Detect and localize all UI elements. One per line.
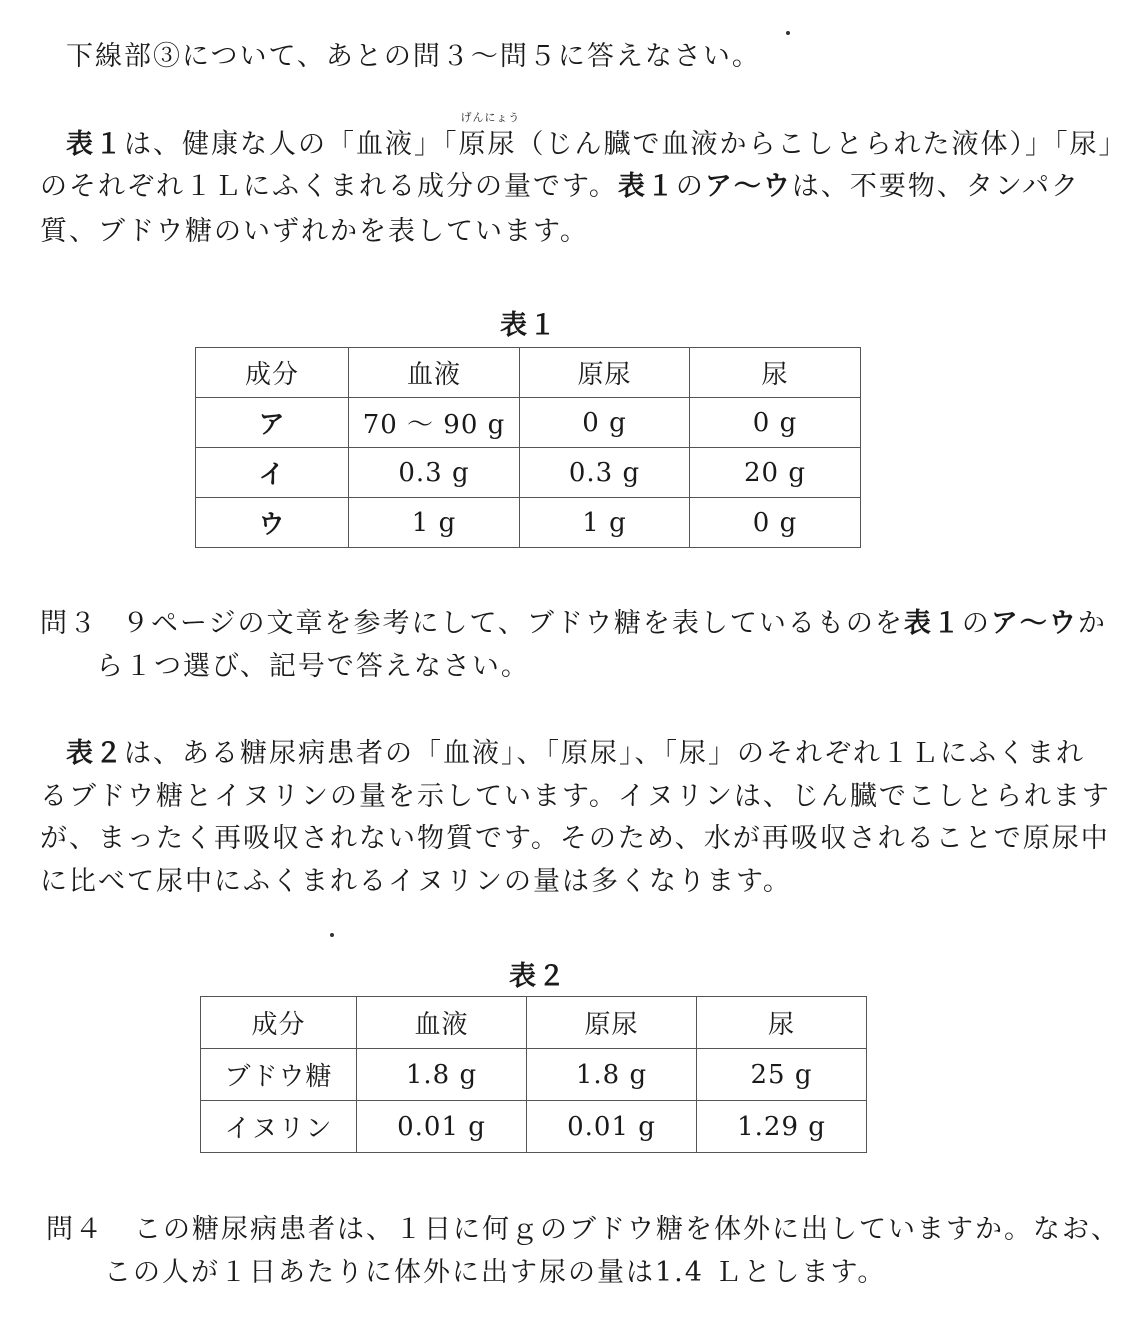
row-label: ブドウ糖 — [201, 1049, 357, 1101]
table-cell: 0.3 g — [520, 448, 690, 498]
para1-line1 — [66, 111, 1128, 160]
table-row — [196, 398, 861, 448]
header-cell: 原尿 — [527, 997, 697, 1049]
table2-reference: 表２ — [66, 738, 124, 769]
para2-line1 — [66, 740, 1085, 767]
table2-caption: 表２ — [509, 961, 567, 992]
scan-speck — [330, 933, 334, 937]
para1-text: は、健康な人の「血液」「 — [124, 129, 459, 160]
para1-line2 — [40, 173, 1080, 200]
table1 — [195, 347, 861, 548]
para2-text: るブドウ糖とイヌリンの量を示しています。イヌリンは、じん臓でこしとられます — [40, 781, 1111, 812]
para1-text: 質、ブドウ糖のいずれかを表しています。 — [40, 216, 589, 247]
row-label: イヌリン — [201, 1101, 357, 1153]
q4-line2 — [104, 1259, 886, 1286]
para2-text: に比べて尿中にふくまれるイヌリンの量は多くなります。 — [40, 866, 792, 897]
table-cell: 0 g — [520, 398, 690, 448]
table-cell: 25 g — [697, 1049, 867, 1101]
q3-line1 — [40, 610, 1107, 637]
header-cell: 尿 — [690, 348, 861, 398]
options-reference: ア～ウ — [990, 608, 1078, 639]
para1-line3 — [40, 218, 589, 245]
header-cell: 血液 — [349, 348, 520, 398]
para2-text: が、まったく再吸収されない物質です。そのため、水が再吸収されることで原尿中 — [40, 823, 1110, 854]
header-cell: 成分 — [201, 997, 357, 1049]
header-cell: 成分 — [196, 348, 349, 398]
table2 — [200, 996, 867, 1153]
q3-line2 — [96, 653, 530, 680]
q4-text: この人が１日あたりに体外に出す尿の量は1.4 Ｌとします。 — [104, 1257, 887, 1288]
intro-text: 下線部③について、あとの問３～問５に答えなさい。 — [66, 41, 761, 72]
header-cell: 尿 — [697, 997, 867, 1049]
table-cell: 1.8 g — [357, 1049, 527, 1101]
table1-reference: 表１ — [66, 129, 124, 160]
table-cell: 0.3 g — [349, 448, 520, 498]
table1-reference: 表１ — [617, 171, 676, 202]
para2-line4 — [40, 868, 792, 895]
table-row — [196, 498, 861, 548]
row-label: ア — [196, 398, 349, 448]
table-cell: 1.8 g — [527, 1049, 697, 1101]
table1-reference: 表１ — [903, 608, 962, 639]
header-cell: 原尿 — [520, 348, 690, 398]
para2-line2 — [40, 783, 1111, 810]
table-row — [196, 448, 861, 498]
q4-text: この糖尿病患者は、１日に何ｇのブドウ糖を体外に出していますか。なお、 — [134, 1214, 1120, 1245]
table-cell: 0 g — [690, 498, 861, 548]
q4-line1 — [46, 1216, 1120, 1243]
para1-text: （じん臓で血液からこしとられた液体）」「尿」 — [516, 129, 1128, 160]
table1-caption: 表１ — [500, 310, 558, 341]
header-cell: 血液 — [357, 997, 527, 1049]
table-cell: 1 g — [520, 498, 690, 548]
row-label: イ — [196, 448, 349, 498]
ruby-genyou — [458, 111, 521, 160]
options-reference: ア～ウ — [704, 171, 792, 202]
para1-text: の — [675, 171, 705, 202]
table-cell: 0.01 g — [357, 1101, 527, 1153]
table-row — [201, 1101, 867, 1153]
table1-header-row — [196, 348, 861, 398]
q3-text: か — [1077, 608, 1107, 639]
scan-speck — [786, 31, 790, 35]
q3-text: ９ページの文章を参考にして、ブドウ糖を表しているものを — [122, 608, 904, 639]
table-cell: 70 ～ 90 g — [349, 398, 520, 448]
row-label: ウ — [196, 498, 349, 548]
ruby-reading: げんにょう — [460, 111, 521, 124]
para1-text: は、不要物、タンパク — [791, 171, 1080, 202]
table2-header-row — [201, 997, 867, 1049]
q3-text: の — [961, 608, 991, 639]
para1-text: のそれぞれ１Ｌにふくまれる成分の量です。 — [40, 171, 618, 202]
ruby-base: 原尿 — [458, 129, 517, 160]
table-row — [201, 1049, 867, 1101]
table-cell: 1 g — [349, 498, 520, 548]
table-cell: 0 g — [690, 398, 861, 448]
table-cell: 20 g — [690, 448, 861, 498]
q3-text: ら１つ選び、記号で答えなさい。 — [96, 651, 530, 682]
question-label: 問４ — [46, 1214, 104, 1245]
question-label: 問３ — [40, 608, 98, 639]
para2-text: は、ある糖尿病患者の「血液」、「原尿」、「尿」のそれぞれ１Ｌにふくまれ — [124, 738, 1085, 769]
intro-line — [66, 43, 761, 70]
table-cell: 1.29 g — [697, 1101, 867, 1153]
para2-line3 — [40, 825, 1110, 852]
table-cell: 0.01 g — [527, 1101, 697, 1153]
